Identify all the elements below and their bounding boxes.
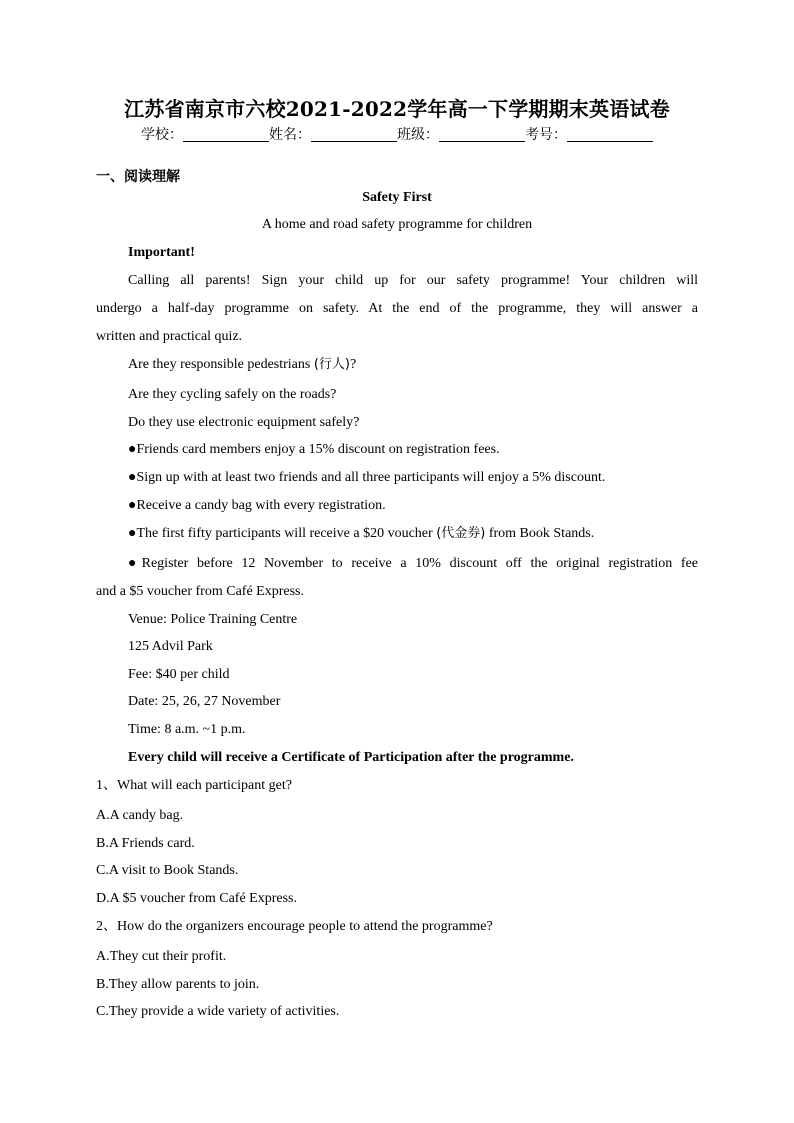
question-stem: 1、What will each participant get? [96, 778, 292, 793]
answer-option: B.A Friends card. [96, 836, 195, 851]
school-label: 学校： [141, 127, 183, 143]
answer-option: C.They provide a wide variety of activities. [96, 1004, 340, 1019]
paragraph-line: Calling all parents! Sign your child up for our safety programme! Your children will [128, 273, 698, 288]
student-info-line [0, 124, 794, 146]
bullet-item: ●Register before 12 November to receive a 10% discount off the original registration fee [128, 556, 698, 571]
number-label: 考号： [525, 127, 567, 143]
bullet-text-end: from Book Stands. [485, 526, 595, 541]
question-mark: ? [350, 357, 357, 372]
paragraph-line: written and practical quiz. [96, 329, 243, 344]
important-label: Important! [128, 245, 195, 260]
question-line-electronics: Do they use electronic equipment safely? [128, 415, 360, 430]
date-line: Date: 25, 26, 27 November [128, 694, 281, 709]
certificate-line: Every child will receive a Certificate of Participation after the programme. [128, 750, 574, 765]
chinese-note: (代金券) [436, 526, 486, 541]
bullet-item: ●Sign up with at least two friends and all three participants will enjoy a 5% discount. [128, 470, 606, 485]
school-blank [183, 126, 269, 142]
class-label: 班级： [397, 127, 439, 143]
bullet-item: ●Receive a candy bag with every registration. [128, 498, 386, 513]
answer-option: C.A visit to Book Stands. [96, 863, 239, 878]
time-line: Time: 8 a.m. ~1 p.m. [128, 722, 246, 737]
exam-title: 江苏省南京市六校2021-2022学年高一下学期期末英语试卷 [124, 97, 670, 121]
section-heading: 一、阅读理解 [96, 169, 180, 185]
bullet-item [128, 524, 594, 544]
chinese-note: (行人) [313, 357, 350, 372]
answer-option: A.They cut their profit. [96, 949, 227, 964]
bullet-continuation: and a $5 voucher from Café Express. [96, 584, 304, 599]
question-stem: 2、How do the organizers encourage people to attend the programme? [96, 919, 493, 934]
bullet-text: ●The first fifty participants will receive a $20 voucher [128, 526, 437, 541]
bullet-item: ●Friends card members enjoy a 15% discount on registration fees. [128, 442, 500, 457]
fee-line: Fee: $40 per child [128, 667, 230, 682]
answer-option: B.They allow parents to join. [96, 977, 260, 992]
passage-title: Safety First [362, 190, 432, 205]
question-line-pedestrians [128, 355, 356, 375]
passage-subtitle: A home and road safety programme for children [261, 217, 533, 232]
answer-option: A.A candy bag. [96, 808, 184, 823]
question-text: Are they responsible pedestrians [128, 357, 314, 372]
name-blank [311, 126, 397, 142]
class-blank [439, 126, 525, 142]
address-line: 125 Advil Park [128, 639, 213, 654]
answer-option: D.A $5 voucher from Café Express. [96, 891, 298, 906]
number-blank [567, 126, 653, 142]
name-label: 姓名： [269, 127, 311, 143]
venue-line: Venue: Police Training Centre [128, 612, 298, 627]
paragraph-line: undergo a half-day programme on safety. At the end of the programme, they will answer a [96, 301, 698, 316]
question-line-cycling: Are they cycling safely on the roads? [128, 387, 337, 402]
